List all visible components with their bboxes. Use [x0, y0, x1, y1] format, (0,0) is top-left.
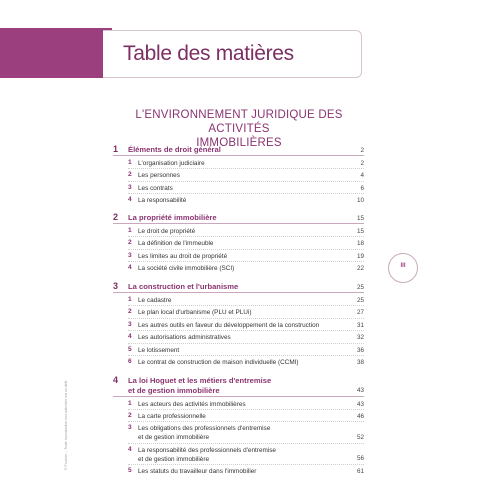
item-page: 31 [356, 322, 364, 329]
item-page: 27 [356, 309, 364, 316]
item-rule [128, 464, 364, 465]
item-number: 5 [128, 346, 132, 353]
toc-item[interactable]: Les contrats [138, 185, 173, 192]
chapter-number: 3 [113, 281, 119, 291]
part-title-line2: IMMOBILIÈRES [196, 137, 282, 149]
item-page: 6 [360, 185, 364, 192]
item-rule [128, 421, 364, 422]
toc-item-line1: La responsabilité des professionnels d'entremise [138, 447, 276, 454]
item-rule [128, 355, 364, 356]
chapter-number: 4 [113, 375, 119, 385]
chapter-page: 25 [356, 284, 364, 291]
toc-item[interactable]: Les autorisations administratives [138, 334, 231, 341]
item-number: 1 [128, 400, 132, 407]
chapter-number: 1 [113, 144, 119, 154]
toc-item[interactable]: Les personnes [138, 172, 180, 179]
item-rule [128, 318, 364, 319]
item-page: 43 [356, 401, 364, 408]
toc-item[interactable]: Le plan local d'urbanisme (PLU et PLUi) [138, 309, 252, 316]
toc-item[interactable] [138, 424, 348, 442]
item-number: 4 [128, 196, 132, 203]
item-number: 6 [128, 358, 132, 365]
chapter-rule [113, 396, 364, 397]
item-page: 25 [356, 297, 364, 304]
item-rule [128, 236, 364, 237]
toc-item[interactable]: Les limites au droit de propriété [138, 253, 228, 260]
toc-item[interactable]: Les statuts du travailleur dans l'immobilier [138, 468, 257, 475]
chapter-title[interactable] [128, 376, 328, 396]
chapter-title[interactable]: La construction et l'urbanisme [128, 282, 239, 291]
item-number: 2 [128, 171, 132, 178]
item-page: 19 [356, 253, 364, 260]
part-title-line1: L'ENVIRONNEMENT JURIDIQUE DES ACTIVITÉS [135, 109, 343, 135]
chapter-rule [113, 155, 364, 156]
item-rule [128, 343, 364, 344]
chapter-page: 43 [356, 387, 364, 394]
chapter-title[interactable]: Éléments de droit général [128, 145, 221, 154]
chapter-title-line1: La loi Hoguet et les métiers d'entremise [128, 376, 272, 385]
chapter-title[interactable]: La propriété immobilière [128, 213, 217, 222]
toc-item[interactable]: Le lotissement [138, 347, 180, 354]
item-number: 1 [128, 159, 132, 166]
item-rule [128, 249, 364, 250]
item-rule [128, 330, 364, 331]
item-page: 18 [356, 240, 364, 247]
item-page: 56 [356, 455, 364, 462]
item-rule [128, 193, 364, 194]
chapter-number: 2 [113, 212, 119, 222]
chapter-rule [113, 292, 364, 293]
item-number: 4 [128, 446, 132, 453]
item-page: 22 [356, 265, 364, 272]
item-page: 15 [356, 228, 364, 235]
toc-item[interactable]: Les autres outils en faveur du développement de la construction [138, 322, 320, 329]
toc-item-line2: et de gestion immobilière [138, 456, 210, 463]
toc-item[interactable]: La responsabilité [138, 197, 187, 204]
toc-item[interactable]: Le cadastre [138, 297, 172, 304]
item-rule [128, 181, 364, 182]
item-page: 2 [360, 160, 364, 167]
chapter-page: 2 [360, 147, 364, 154]
item-number: 2 [128, 308, 132, 315]
item-number: 3 [128, 424, 132, 431]
page-title: Table des matières [123, 42, 294, 65]
chapter-page: 15 [356, 215, 364, 222]
item-rule [128, 168, 364, 169]
toc-item[interactable]: La carte professionnelle [138, 413, 206, 420]
page-number-label: III [400, 263, 406, 269]
toc-item-line2: et de gestion immobilière [138, 434, 210, 441]
item-page: 61 [356, 468, 364, 475]
item-number: 3 [128, 184, 132, 191]
toc-item[interactable]: La société civile immobilière (SCI) [138, 265, 235, 272]
item-number: 4 [128, 333, 132, 340]
item-page: 36 [356, 347, 364, 354]
toc-item[interactable]: L'organisation judiciaire [138, 160, 205, 167]
toc-item[interactable]: Les acteurs des activités immobilières [138, 401, 246, 408]
item-rule [128, 305, 364, 306]
item-number: 1 [128, 296, 132, 303]
chapter-title-line2: et de gestion immobilière [128, 386, 220, 395]
item-page: 4 [360, 172, 364, 179]
item-number: 2 [128, 239, 132, 246]
item-number: 5 [128, 467, 132, 474]
item-number: 4 [128, 264, 132, 271]
item-number: 2 [128, 412, 132, 419]
copyright-note: © Foucher – Toute reproduction non autorisée est un délit [64, 380, 68, 470]
toc-item[interactable]: Le contrat de construction de maison individuelle (CCMI) [138, 359, 299, 366]
item-page: 38 [356, 359, 364, 366]
chapter-rule [113, 223, 364, 224]
item-page: 46 [356, 413, 364, 420]
item-rule [128, 409, 364, 410]
item-page: 10 [356, 197, 364, 204]
item-number: 1 [128, 227, 132, 234]
item-rule [128, 261, 364, 262]
toc-item[interactable]: La définition de l'immeuble [138, 240, 214, 247]
toc-item[interactable] [138, 446, 348, 464]
toc-item-line1: Les obligations des professionnels d'entremise [138, 425, 271, 432]
item-page: 32 [356, 334, 364, 341]
item-number: 3 [128, 252, 132, 259]
toc-item[interactable]: Le droit de propriété [138, 228, 196, 235]
item-page: 52 [356, 434, 364, 441]
item-rule [128, 443, 364, 444]
item-number: 3 [128, 321, 132, 328]
